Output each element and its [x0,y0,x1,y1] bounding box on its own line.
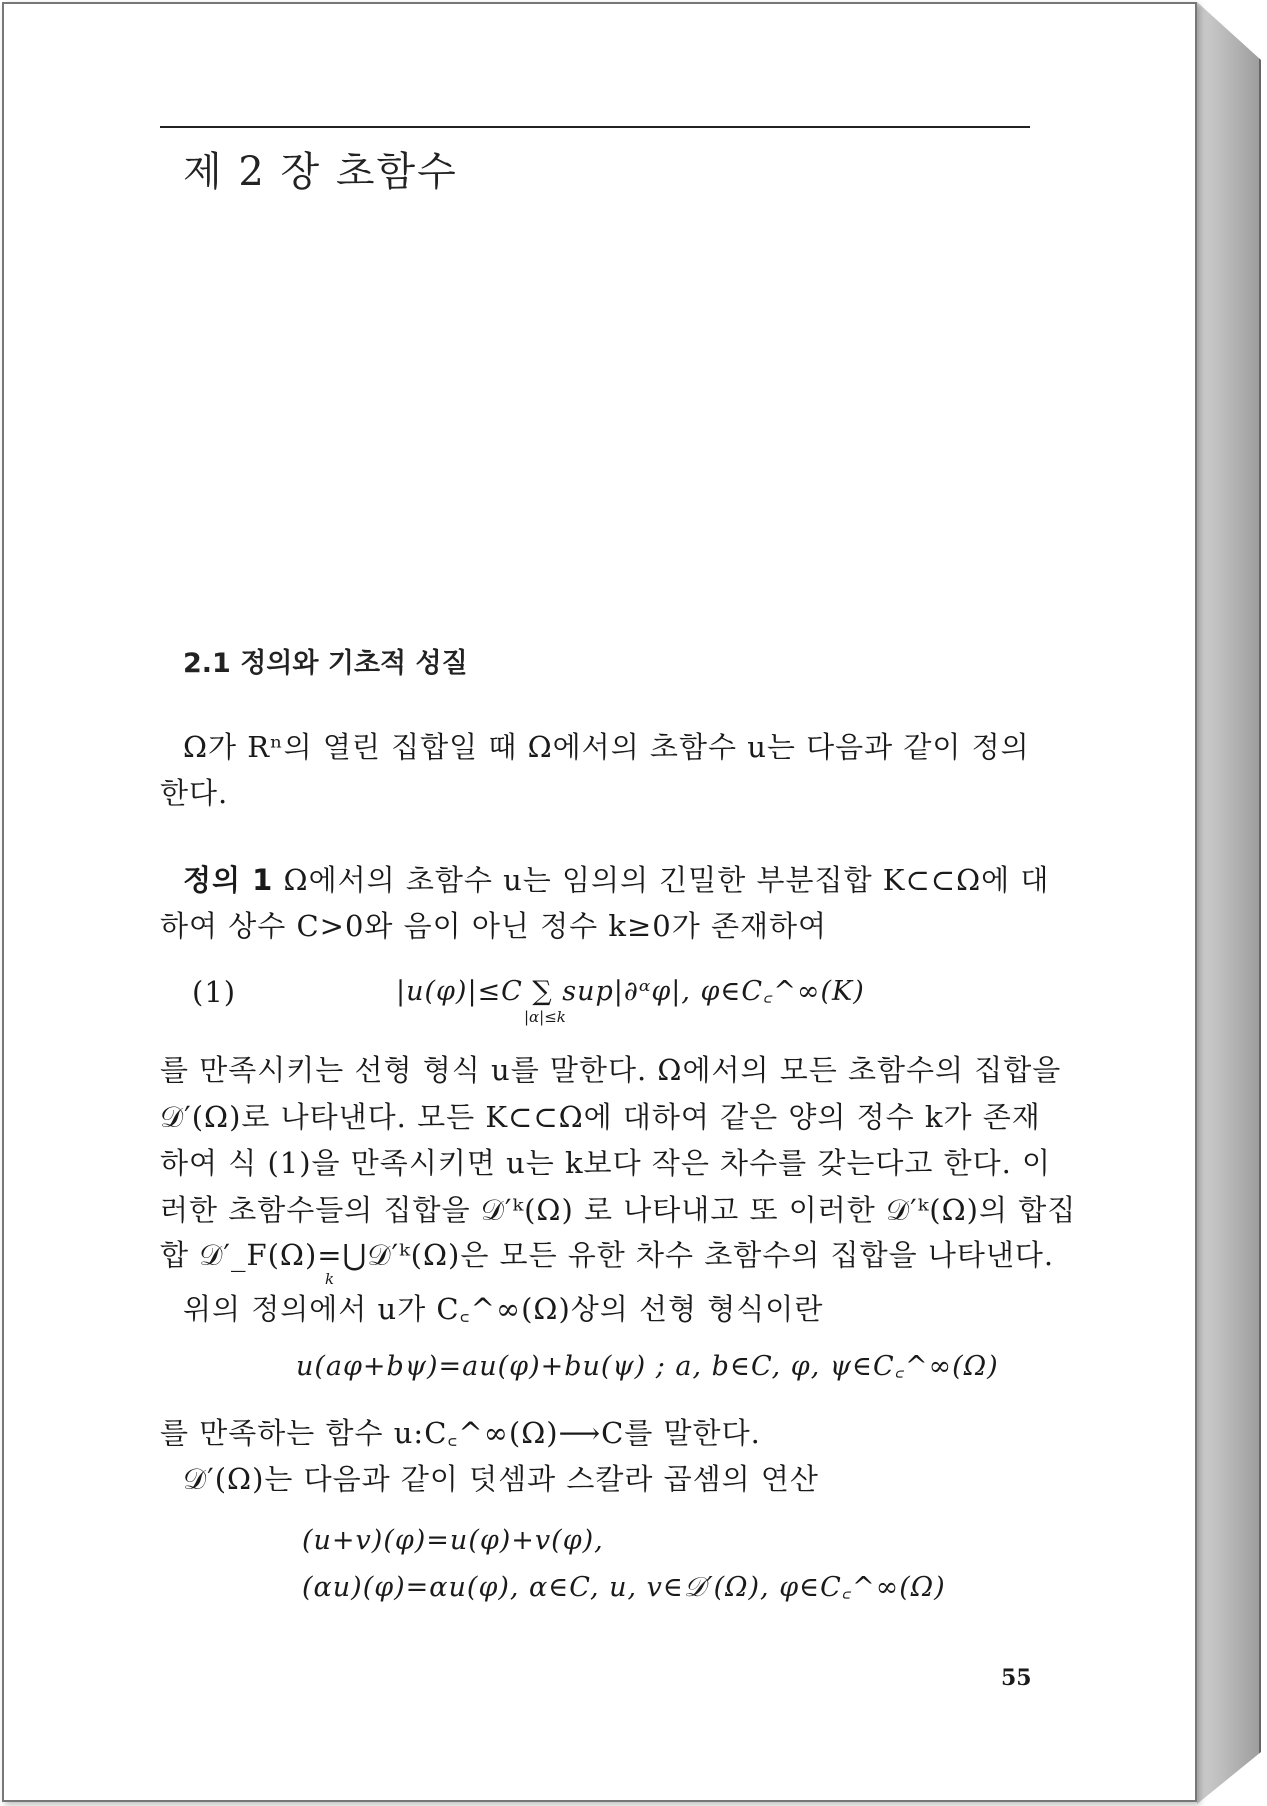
definition-line2: 하여 상수 C>0와 음이 아닌 정수 k≥0가 존재하여 [160,909,828,943]
definition-label: 정의 1 [183,863,274,897]
equation3-line1: (u+v)(φ)=u(φ)+v(φ), [302,1525,604,1556]
section-title: 2.1 정의와 기초적 성질 [183,648,468,679]
paragraph4-line2: 𝒟′(Ω)는 다음과 같이 덧셈과 스칼라 곱셈의 연산 [183,1462,819,1496]
equation1-number: (1) [192,975,237,1009]
paragraph2-line2: 𝒟′(Ω)로 나타낸다. 모든 K⊂⊂Ω에 대하여 같은 양의 정수 k가 존재 [160,1100,1041,1134]
paragraph3-line1: 위의 정의에서 u가 C꜀^∞(Ω)상의 선형 형식이란 [183,1292,824,1326]
paragraph2-line1: 를 만족시키는 선형 형식 u를 말한다. Ω에서의 모든 초함수의 집합을 [160,1053,1062,1087]
paragraph2-line4: 러한 초함수들의 집합을 𝒟′ᵏ(Ω) 로 나타내고 또 이러한 𝒟′ᵏ(Ω)의 합집 [160,1193,1077,1227]
definition-line1 [183,863,1050,897]
page-number: 55 [1001,1665,1032,1691]
book-spine [1197,2,1261,1804]
chapter-rule [160,126,1030,128]
paragraph2-union-subscript: k [325,1270,335,1288]
equation1-subscript: |α|≤k [524,1008,566,1026]
equation1-body: |u(φ)|≤C ∑ sup|∂ᵅφ|, φ∈C꜀^∞(K) [396,976,865,1007]
chapter-title: 제 2 장 초함수 [183,149,458,195]
paragraph1-line1: Ω가 Rⁿ의 열린 집합일 때 Ω에서의 초함수 u는 다음과 같이 정의 [183,730,1030,764]
equation3-line2: (αu)(φ)=αu(φ), α∈C, u, v∈𝒟′(Ω), φ∈C꜀^∞(Ω) [302,1572,946,1603]
paragraph2-line3: 하여 식 (1)을 만족시키면 u는 k보다 작은 차수를 갖는다고 한다. 이 [160,1146,1052,1180]
equation2: u(aφ+bψ)=au(φ)+bu(ψ) ; a, b∈C, φ, ψ∈C꜀^∞(Ω) [296,1351,999,1382]
definition-text: Ω에서의 초함수 u는 임의의 긴밀한 부분집합 K⊂⊂Ω에 대 [283,863,1050,897]
paragraph4-line1: 를 만족하는 함수 u:C꜀^∞(Ω)⟶C를 말한다. [160,1416,761,1450]
paragraph1-line2: 한다. [160,776,229,810]
paragraph2-line5: 합 𝒟′_F(Ω)=⋃𝒟′ᵏ(Ω)은 모든 유한 차수 초함수의 집합을 나타낸다. [160,1238,1055,1272]
